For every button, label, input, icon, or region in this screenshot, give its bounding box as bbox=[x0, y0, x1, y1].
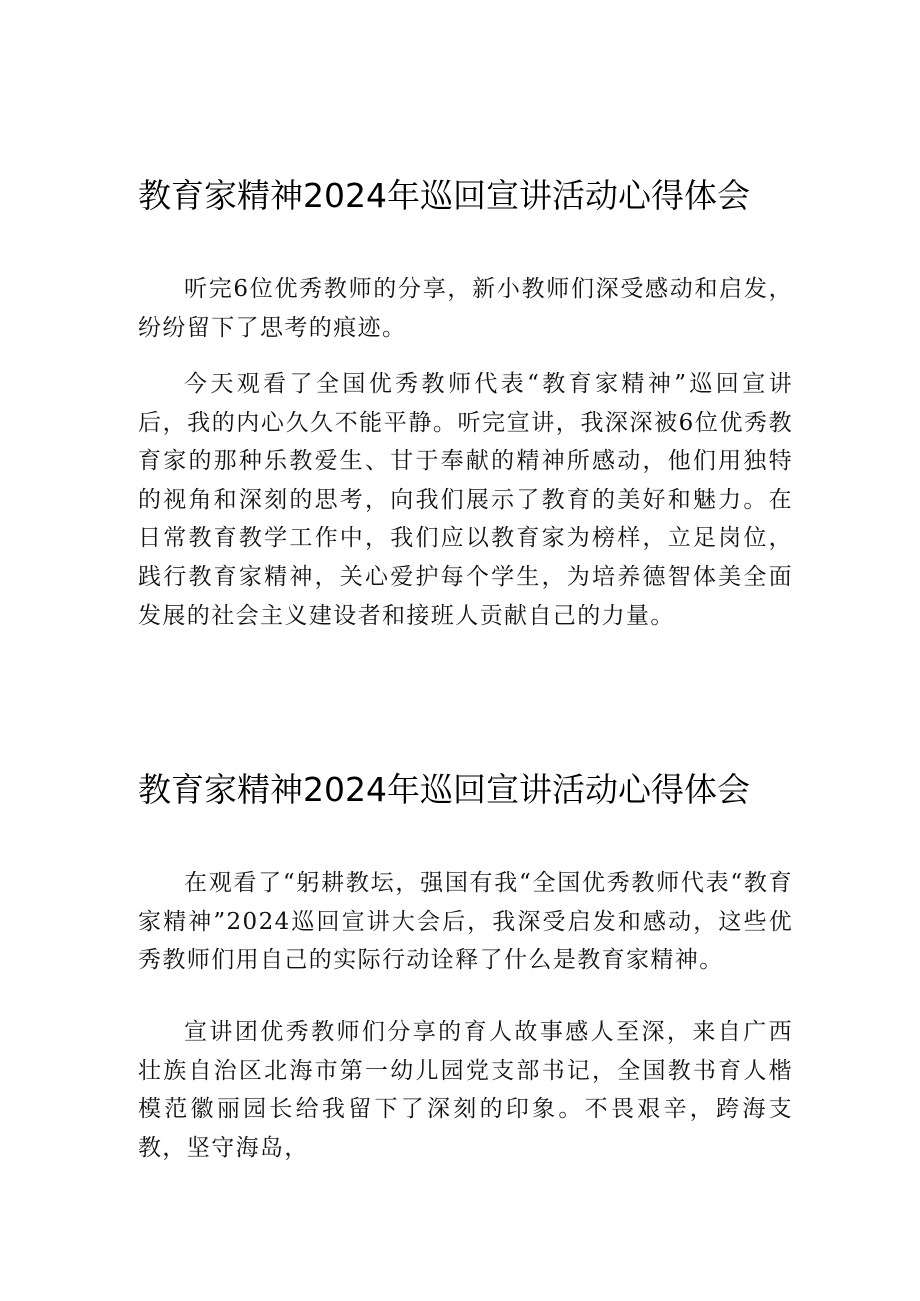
paragraph-1: 听完6位优秀教师的分享，新小教师们深受感动和启发，纷纷留下了思考的痕迹。 bbox=[138, 276, 793, 341]
section-title-2: 教育家精神2024年巡回宣讲活动心得体会 bbox=[138, 770, 750, 809]
paragraph-3: 在观看了“躬耕教坛，强国有我“全国优秀教师代表“教育家精神”2024巡回宣讲大会后，我深受启发和感动，这些优秀教师们用自己的实际行动诠释了什么是教育家精神。 bbox=[138, 870, 793, 974]
section-title-1: 教育家精神2024年巡回宣讲活动心得体会 bbox=[138, 176, 750, 215]
paragraph-2: 今天观看了全国优秀教师代表“教育家精神”巡回宣讲后，我的内心久久不能平静。听完宣讲，我深深被6位优秀教育家的那种乐教爱生、甘于奉献的精神所感动，他们用独特的视角和深刻的思考，向我们展示了教育的美好和魅力。在日常教育教学工作中，我们应以教育家为榜样，立足岗位，践行教育家精神，关心爱护每个学生，为培养德智体美全面发展的社会主义建设者和接班人贡献自己的力量。 bbox=[138, 371, 793, 629]
paragraph-4: 宣讲团优秀教师们分享的育人故事感人至深，来自广西壮族自治区北海市第一幼儿园党支部书记，全国教书育人楷模范徽丽园长给我留下了深刻的印象。不畏艰辛，跨海支教，坚守海岛， bbox=[138, 1019, 793, 1161]
